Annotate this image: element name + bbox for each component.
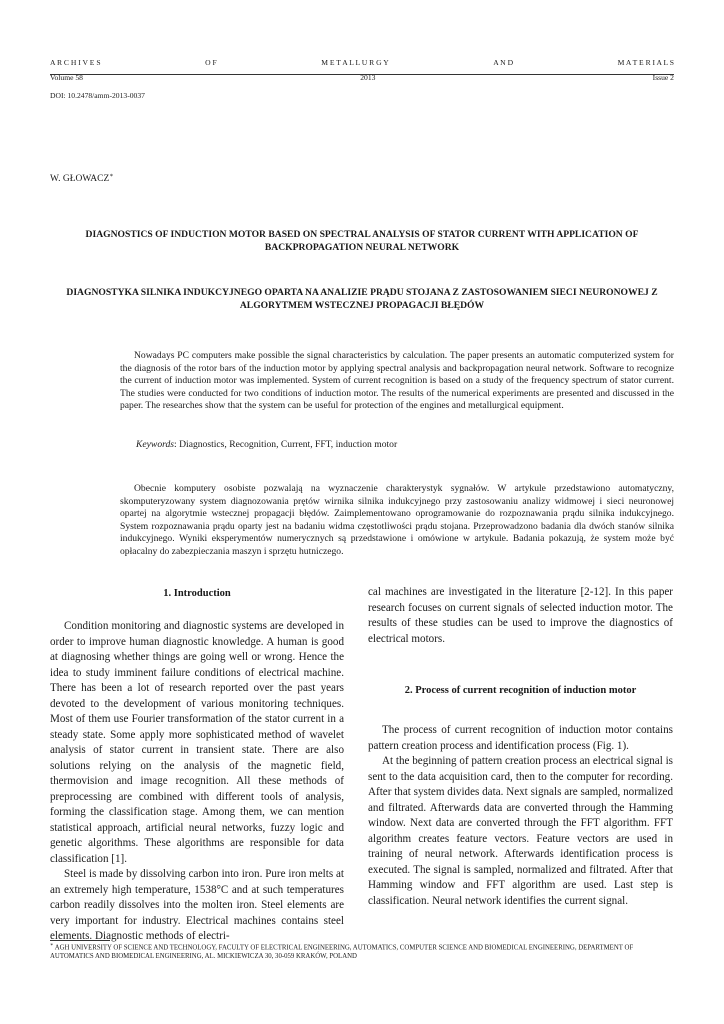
keywords-text: : Diagnostics, Recognition, Current, FFT, induction motor	[174, 439, 398, 450]
keywords	[136, 439, 397, 450]
right-column-top	[368, 585, 673, 647]
title-polish: DIAGNOSTYKA SILNIKA INDUKCYJNEGO OPARTA NA ANALIZIE PRĄDU STOJANA Z ZASTOSOWANIEM SIECI NEURONOWEJ Z ALGORYTMEM WSTECZNEJ PROPAGACJI BŁĘDÓW	[66, 287, 658, 311]
journal-word: A N D	[493, 58, 514, 67]
paragraph: At the beginning of pattern creation process an electrical signal is sent to the data acquisition card, then to the computer for recording. After that system divides data. Next signals are sampled, normalized and filtrated. Afterwards data are converted through the Hamming window. Next data are converted through the FFT algorithm. FFT algorithm creates feature vectors. Feature vectors are used in training of neural network. Afterwards identification process is executed. The signal is sampled, normalized and filtrated. After that Hamming window and FFT algorithm are used. Last step is classification. Neural network identifies the current signal.	[368, 755, 673, 907]
issue-meta	[50, 73, 674, 82]
author-name: W. GŁOWACZ	[50, 174, 110, 185]
right-column	[368, 723, 673, 909]
footnote-text: AGH UNIVERSITY OF SCIENCE AND TECHNOLOGY, FACULTY OF ELECTRICAL ENGINEERING, AUTOMATICS, COMPUTER SCIENCE AND BIOMEDICAL ENGINEERING, DEPARTMENT OF AUTOMATICS AND BIOMEDICAL ENGINEERING, AL. MICKIEWICZA 30, 30-059 KRAKÓW, POLAND	[50, 944, 634, 961]
footnote-mark: ∗	[50, 943, 54, 948]
keywords-label: Keywords	[136, 439, 175, 450]
paragraph: The process of current recognition of induction motor contains pattern creation process and identification process (Fig. 1).	[368, 724, 673, 752]
section1-heading: 1. Introduction	[163, 588, 231, 599]
abstract-polish: Obecnie komputery osobiste pozwalają na wyznaczenie charakterystyk sygnałów. W artykule przedstawiono automatyczny, skomputeryzowany system diagnozowania prętów wirnika silnika indukcyjnego przy zastosowaniu analizy widmowej i sieci neuronowej opartej na algorytmie wstecznej propagacji błędów. Zaimplementowano oprogramowanie do rozpoznawania prądu silnika indukcyjnego. System rozpoznawania prądu oparty jest na badaniu widma częstotliwości prądu stojana. Przeprowadzono badania dla dwóch stanów silnika indukcyjnego. Wyniki eksperymentów numerycznych są przedstawione i omówione w artykule. Badania pokazują, że system może być opłacalny do zabezpieczania maszyn i sprzętu hutniczego.	[120, 483, 674, 557]
issue: Issue 2	[652, 73, 674, 82]
author-mark: ∗	[109, 173, 114, 179]
journal-name	[50, 58, 674, 67]
journal-word: A R C H I V E S	[50, 58, 101, 67]
doi: DOI: 10.2478/amm-2013-0037	[50, 91, 145, 100]
abstract-english: Nowadays PC computers make possible the signal characteristics by calculation. The paper presents an automatic computerized system for the diagnosis of the rotor bars of the induction motor by applying spectral analysis and backpropagation neural network. Software to recognize the current of induction motor was implemented. System of current recognition is based on a study of the frequency spectrum of stator current. The studies were conducted for two conditions of induction motor. The results of the numerical experiments are presented and discussed in the paper. The researches show that the system can be useful for protection of the engines and metallurgical equipment.	[120, 350, 674, 412]
paragraph: cal machines are investigated in the literature [2-12]. In this paper research focuses on current signals of selected induction motor. The results of these studies can be used to improve the diagnostics of electrical motors.	[368, 586, 673, 645]
journal-word: O F	[205, 58, 217, 67]
year: 2013	[360, 73, 376, 82]
title-english: DIAGNOSTICS OF INDUCTION MOTOR BASED ON SPECTRAL ANALYSIS OF STATOR CURRENT WITH APPLICATION OF BACKPROPAGATION NEURAL NETWORK	[85, 229, 639, 253]
journal-word: M A T E R I A L S	[617, 58, 674, 67]
paragraph: Condition monitoring and diagnostic systems are developed in order to improve human diagnostic knowledge. A human is good at diagnosing whether things are going well or wrong. Hence the idea to study imminent failure conditions of electrical machine. There has been a lot of research reported over the past years devoted to the development of various monitoring techniques. Most of them use Fourier transformation of the stator current in a steady state. Some apply more sophisticated method of wavelet analysis of stator current in transient state. There are also solutions relying on the analysis of the magnetic field, thermovision and image recognition. All these methods of preprocessing are combined with different tools of analysis, forming the classification stage. Among them, we can mention statistical approach, artificial neural networks, fuzzy logic and genetic algorithms. These algorithms are responsible for data classification [1].	[50, 620, 344, 865]
section2-heading: 2. Process of current recognition of induction motor	[404, 685, 637, 696]
journal-word: M E T A L L U R G Y	[321, 58, 389, 67]
paragraph: Steel is made by dissolving carbon into iron. Pure iron melts at an extremely high temperature, 1538°C and at such temperatures carbon readily dissolves into the molten iron. Steel elements are very important for industry. Electrical machines contains steel elements. Diagnostic methods of electri-	[50, 868, 344, 942]
left-column	[50, 619, 344, 945]
volume: Volume 58	[50, 73, 83, 82]
footnote	[50, 941, 674, 961]
author	[50, 172, 113, 184]
